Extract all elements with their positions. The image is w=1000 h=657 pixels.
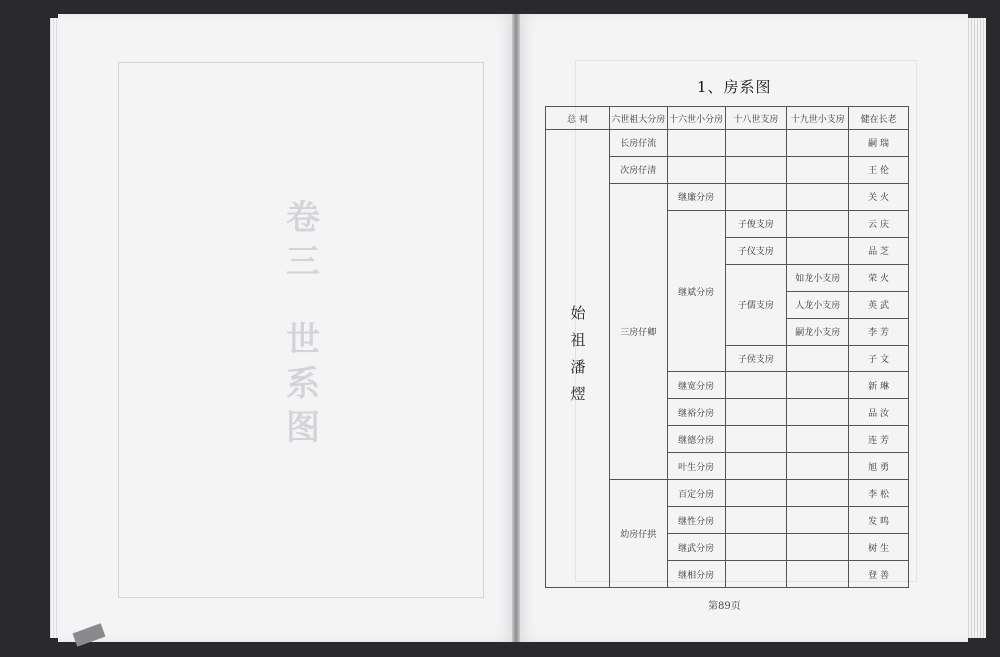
- header-cell: 十九世小支房: [787, 107, 849, 130]
- empty-cell: [787, 156, 849, 183]
- branch-cell: 幼房仔拱: [609, 480, 667, 588]
- empty-cell: [787, 426, 849, 453]
- empty-cell: [725, 561, 787, 588]
- empty-cell: [725, 156, 787, 183]
- empty-cell: [667, 130, 725, 157]
- empty-cell: [787, 534, 849, 561]
- empty-cell: [725, 534, 787, 561]
- house-cell: 子仪支房: [725, 237, 787, 264]
- empty-cell: [787, 130, 849, 157]
- empty-cell: [725, 426, 787, 453]
- elder-cell: 新 琳: [849, 372, 909, 399]
- elder-cell: 云 庆: [849, 210, 909, 237]
- house-cell: 子儒支房: [725, 264, 787, 345]
- lineage-table: [545, 106, 909, 588]
- small-house-cell: 人龙小支房: [787, 291, 849, 318]
- sub-branch-cell: 继裕分房: [667, 399, 725, 426]
- page-number: 第89页: [708, 601, 741, 612]
- elder-cell: 子 文: [849, 345, 909, 372]
- elder-cell: 嗣 瑞: [849, 130, 909, 157]
- sub-branch-cell: 继宽分房: [667, 372, 725, 399]
- house-cell: 子俊支房: [725, 210, 787, 237]
- empty-cell: [787, 453, 849, 480]
- empty-cell: [787, 210, 849, 237]
- elder-cell: 品 汝: [849, 399, 909, 426]
- elder-cell: 品 芝: [849, 237, 909, 264]
- ancestor-name: 始祖潘熤: [568, 304, 587, 413]
- elder-cell: 李 芳: [849, 318, 909, 345]
- volume-title-part1: 卷三: [286, 198, 326, 282]
- empty-cell: [787, 480, 849, 507]
- empty-cell: [725, 183, 787, 210]
- empty-cell: [787, 372, 849, 399]
- elder-cell: 英 武: [849, 291, 909, 318]
- empty-cell: [725, 453, 787, 480]
- header-cell: 健在长老: [849, 107, 909, 130]
- small-house-cell: 如龙小支房: [787, 264, 849, 291]
- branch-cell: 三房仔卿: [609, 183, 667, 479]
- elder-cell: 树 生: [849, 534, 909, 561]
- sub-branch-cell: 叶生分房: [667, 453, 725, 480]
- elder-cell: 王 伦: [849, 156, 909, 183]
- sub-branch-cell: 继德分房: [667, 426, 725, 453]
- sub-branch-cell: 继相分房: [667, 561, 725, 588]
- empty-cell: [725, 372, 787, 399]
- ancestor-cell: [546, 130, 610, 588]
- empty-cell: [787, 399, 849, 426]
- sub-branch-cell: 继武分房: [667, 534, 725, 561]
- empty-cell: [787, 237, 849, 264]
- sub-branch-cell: 百定分房: [667, 480, 725, 507]
- elder-cell: 发 鸣: [849, 507, 909, 534]
- sub-branch-cell: 继廉分房: [667, 183, 725, 210]
- table-header-row: [546, 107, 909, 130]
- empty-cell: [667, 156, 725, 183]
- elder-cell: 连 芳: [849, 426, 909, 453]
- empty-cell: [725, 480, 787, 507]
- book-gutter: [512, 14, 520, 642]
- header-cell: 总 祠: [546, 107, 610, 130]
- elder-cell: 荣 火: [849, 264, 909, 291]
- elder-cell: 旭 勇: [849, 453, 909, 480]
- right-page-edges: [966, 18, 986, 638]
- section-title: 1、房系图: [697, 78, 772, 96]
- empty-cell: [725, 507, 787, 534]
- empty-cell: [725, 399, 787, 426]
- empty-cell: [787, 561, 849, 588]
- elder-cell: 登 善: [849, 561, 909, 588]
- branch-cell: 次房仔清: [609, 156, 667, 183]
- empty-cell: [787, 183, 849, 210]
- small-house-cell: 嗣龙小支房: [787, 318, 849, 345]
- header-cell: 十六世小分房: [667, 107, 725, 130]
- volume-title-part2: 世系图: [286, 320, 326, 448]
- empty-cell: [787, 345, 849, 372]
- empty-cell: [787, 507, 849, 534]
- elder-cell: 关 火: [849, 183, 909, 210]
- elder-cell: 李 松: [849, 480, 909, 507]
- sub-branch-cell: 继性分房: [667, 507, 725, 534]
- header-cell: 十八世支房: [725, 107, 787, 130]
- branch-cell: 长房仔流: [609, 130, 667, 157]
- sub-branch-cell: 继斌分房: [667, 210, 725, 372]
- header-cell: 六世祖大分房: [609, 107, 667, 130]
- empty-cell: [725, 130, 787, 157]
- house-cell: 子侯支房: [725, 345, 787, 372]
